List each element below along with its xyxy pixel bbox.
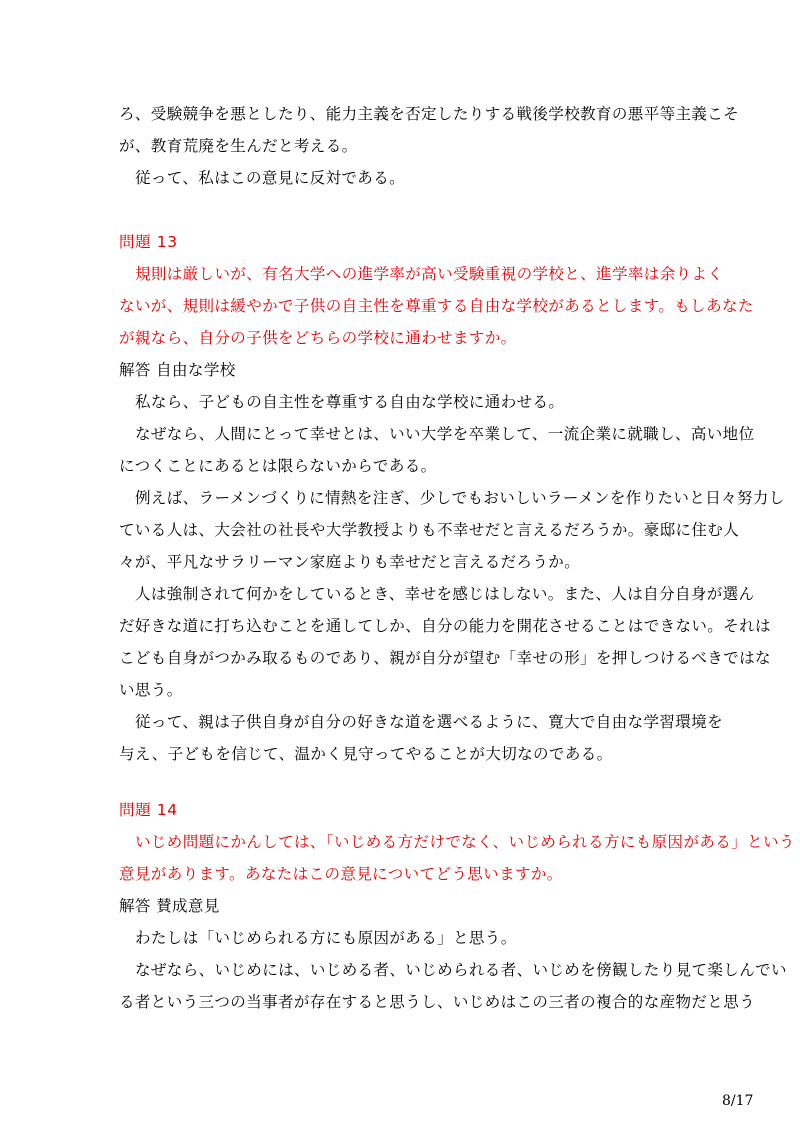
answer-14-text: る者という三つの当事者が存在すると思うし、いじめはこの三者の複合的な産物だと思う bbox=[119, 993, 756, 1011]
answer-13-text: につくことにあるとは限らないからである。 bbox=[119, 457, 437, 475]
question-14-text: 意見があります。あなたはこの意見についてどう思いますか。 bbox=[119, 865, 563, 883]
question-14-heading: 問題 14 bbox=[119, 801, 178, 819]
question-13-text: が親なら、自分の子供をどちらの学校に通わせますか。 bbox=[119, 329, 517, 347]
answer-13-text: こども自身がつかみ取るものであり、親が自分が望む「幸せの形」を押しつけるべきではな bbox=[119, 649, 771, 667]
answer-13-text: 々が、平凡なサラリーマン家庭よりも幸せだと言えるだろうか。 bbox=[119, 553, 581, 571]
answer-14-label: 解答 賛成意見 bbox=[119, 897, 220, 915]
answer-13-text: 例えば、ラーメンづくりに情熱を注ぎ、少しでもおいしいラーメンを作りたいと日々努力し bbox=[135, 489, 785, 507]
answer-13-label: 解答 自由な学校 bbox=[119, 361, 236, 379]
question-13-text: 規則は厳しいが、有名大学への進学率が高い受験重視の学校と、進学率は余りよく bbox=[135, 265, 724, 283]
body-line: ろ、受験競争を悪としたり、能力主義を否定したりする戦後学校教育の悪平等主義こそ bbox=[119, 105, 740, 123]
body-line: 従って、私はこの意見に反対である。 bbox=[135, 169, 405, 187]
answer-13-text: 私なら、子どもの自主性を尊重する自由な学校に通わせる。 bbox=[135, 393, 565, 411]
answer-14-text: わたしは「いじめられる方にも原因がある」と思う。 bbox=[135, 929, 517, 947]
answer-13-text: 従って、親は子供自身が自分の好きな道を選べるように、寛大で自由な学習環境を bbox=[135, 713, 723, 731]
answer-13-text: 与え、子どもを信じて、温かく見守ってやることが大切なのである。 bbox=[119, 745, 613, 763]
body-line: が、教育荒廃を生んだと考える。 bbox=[119, 137, 358, 155]
answer-13-text: なぜなら、人間にとって幸せとは、いい大学を卒業して、一流企業に就職し、高い地位 bbox=[135, 425, 755, 443]
answer-13-text: い思う。 bbox=[119, 681, 183, 699]
page-number: 8/17 bbox=[722, 1093, 754, 1109]
answer-13-text: だ好きな道に打ち込むことを通してしか、自分の能力を開花させることはできない。それは bbox=[119, 617, 771, 635]
question-13-text: ないが、規則は緩やかで子供の自主性を尊重する自由な学校があるとします。もしあなた bbox=[119, 297, 754, 315]
answer-13-text: ている人は、大会社の社長や大学教授よりも不幸せだと言えるだろうか。豪邸に住む人 bbox=[119, 521, 740, 539]
question-14-text: いじめ問題にかんしては、「いじめる方だけでなく、いじめられる方にも原因がある」という bbox=[135, 833, 795, 851]
question-13-heading: 問題 13 bbox=[119, 233, 178, 251]
answer-13-text: 人は強制されて何かをしているとき、幸せを感じはしない。また、人は自分自身が選ん bbox=[135, 585, 755, 603]
answer-14-text: なぜなら、いじめには、いじめる者、いじめられる者、いじめを傍観したり見て楽しんでい bbox=[135, 961, 787, 979]
